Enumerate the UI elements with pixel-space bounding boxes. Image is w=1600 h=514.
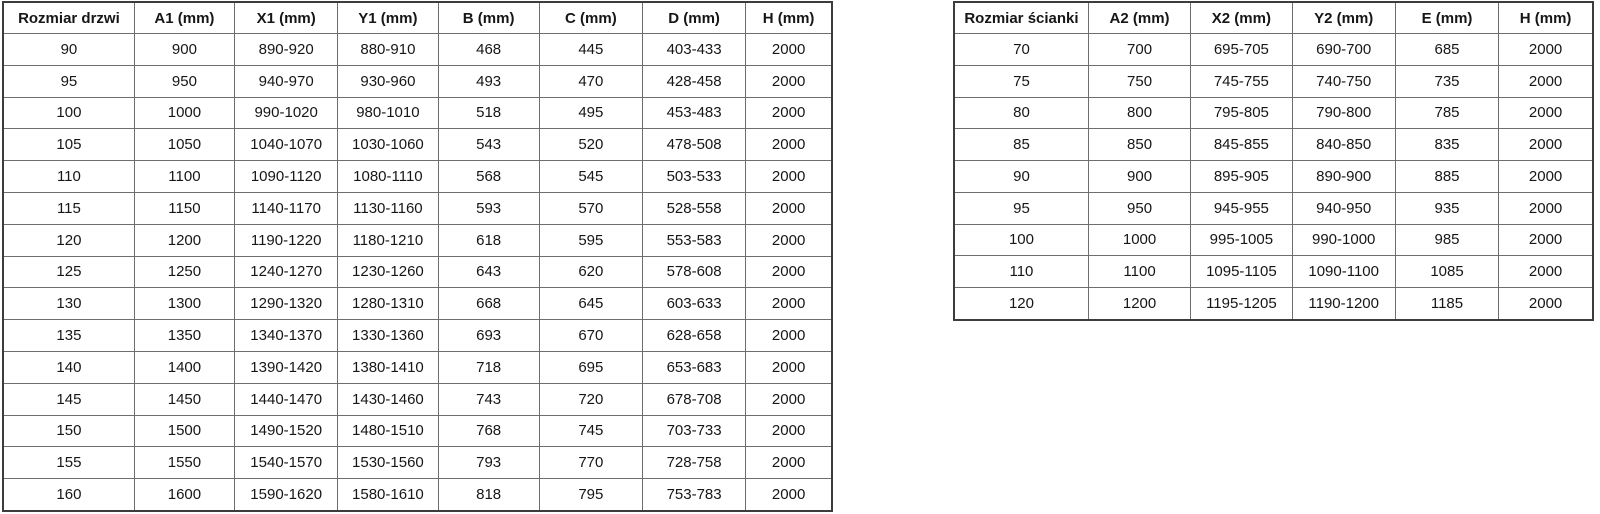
table-cell: 668 bbox=[438, 288, 539, 320]
table-row bbox=[3, 383, 832, 415]
table-cell: 553-583 bbox=[642, 224, 745, 256]
table-cell: 845-855 bbox=[1191, 129, 1292, 161]
table-cell: 1400 bbox=[134, 351, 234, 383]
table-cell: 990-1020 bbox=[235, 97, 338, 129]
table-cell: 793 bbox=[438, 447, 539, 479]
table-cell: 945-955 bbox=[1191, 192, 1292, 224]
table-cell: 1240-1270 bbox=[235, 256, 338, 288]
table-row bbox=[3, 34, 832, 66]
header-row bbox=[3, 2, 832, 34]
table-cell: 1290-1320 bbox=[235, 288, 338, 320]
table-cell: 145 bbox=[3, 383, 134, 415]
table-cell: 740-750 bbox=[1292, 65, 1395, 97]
column-header: X1 (mm) bbox=[235, 2, 338, 34]
table-row bbox=[3, 479, 832, 511]
column-header: H (mm) bbox=[746, 2, 832, 34]
table-cell: 85 bbox=[954, 129, 1088, 161]
table-cell: 100 bbox=[3, 97, 134, 129]
table-cell: 70 bbox=[954, 34, 1088, 66]
table-cell: 100 bbox=[954, 224, 1088, 256]
table-row bbox=[954, 65, 1593, 97]
table-cell: 1140-1170 bbox=[235, 192, 338, 224]
table-cell: 470 bbox=[539, 65, 642, 97]
table-row bbox=[3, 224, 832, 256]
table-cell: 940-970 bbox=[235, 65, 338, 97]
table-cell: 115 bbox=[3, 192, 134, 224]
table-cell: 743 bbox=[438, 383, 539, 415]
header-row bbox=[954, 2, 1593, 34]
table-cell: 2000 bbox=[746, 65, 832, 97]
table-cell: 653-683 bbox=[642, 351, 745, 383]
table-cell: 980-1010 bbox=[338, 97, 438, 129]
table-cell: 818 bbox=[438, 479, 539, 511]
table-cell: 950 bbox=[134, 65, 234, 97]
table-cell: 1080-1110 bbox=[338, 161, 438, 193]
column-header: A1 (mm) bbox=[134, 2, 234, 34]
table-cell: 1190-1220 bbox=[235, 224, 338, 256]
table-cell: 1230-1260 bbox=[338, 256, 438, 288]
table-cell: 2000 bbox=[1499, 97, 1593, 129]
table-cell: 2000 bbox=[746, 97, 832, 129]
table-cell: 1000 bbox=[134, 97, 234, 129]
table-cell: 110 bbox=[954, 256, 1088, 288]
table-cell: 110 bbox=[3, 161, 134, 193]
table-cell: 1085 bbox=[1395, 256, 1498, 288]
table-cell: 125 bbox=[3, 256, 134, 288]
table-cell: 1040-1070 bbox=[235, 129, 338, 161]
table-cell: 2000 bbox=[746, 161, 832, 193]
table-row bbox=[954, 288, 1593, 320]
table-row bbox=[3, 97, 832, 129]
table-cell: 695-705 bbox=[1191, 34, 1292, 66]
table-cell: 520 bbox=[539, 129, 642, 161]
table-cell: 1350 bbox=[134, 320, 234, 352]
wall-panel-sizes-table bbox=[953, 1, 1594, 321]
table-cell: 1530-1560 bbox=[338, 447, 438, 479]
table-cell: 1390-1420 bbox=[235, 351, 338, 383]
table-cell: 2000 bbox=[1499, 65, 1593, 97]
table-cell: 703-733 bbox=[642, 415, 745, 447]
table-cell: 95 bbox=[3, 65, 134, 97]
table-cell: 890-900 bbox=[1292, 161, 1395, 193]
table-cell: 1150 bbox=[134, 192, 234, 224]
table-cell: 1490-1520 bbox=[235, 415, 338, 447]
table-cell: 885 bbox=[1395, 161, 1498, 193]
table-cell: 120 bbox=[3, 224, 134, 256]
table-cell: 120 bbox=[954, 288, 1088, 320]
table-row bbox=[954, 97, 1593, 129]
table-cell: 1600 bbox=[134, 479, 234, 511]
table-cell: 1250 bbox=[134, 256, 234, 288]
table-cell: 1380-1410 bbox=[338, 351, 438, 383]
table-cell: 2000 bbox=[1499, 34, 1593, 66]
table-cell: 880-910 bbox=[338, 34, 438, 66]
table-cell: 745 bbox=[539, 415, 642, 447]
table-row bbox=[954, 34, 1593, 66]
table-cell: 1050 bbox=[134, 129, 234, 161]
table-cell: 2000 bbox=[746, 192, 832, 224]
table-cell: 80 bbox=[954, 97, 1088, 129]
table-cell: 2000 bbox=[746, 415, 832, 447]
table-cell: 445 bbox=[539, 34, 642, 66]
table-cell: 1090-1120 bbox=[235, 161, 338, 193]
table-cell: 453-483 bbox=[642, 97, 745, 129]
table-cell: 690-700 bbox=[1292, 34, 1395, 66]
table-cell: 2000 bbox=[1499, 192, 1593, 224]
table-cell: 628-658 bbox=[642, 320, 745, 352]
table-row bbox=[3, 447, 832, 479]
table-cell: 840-850 bbox=[1292, 129, 1395, 161]
table-cell: 785 bbox=[1395, 97, 1498, 129]
table-cell: 603-633 bbox=[642, 288, 745, 320]
table-cell: 90 bbox=[954, 161, 1088, 193]
table-cell: 1430-1460 bbox=[338, 383, 438, 415]
table-cell: 140 bbox=[3, 351, 134, 383]
table-cell: 795 bbox=[539, 479, 642, 511]
table-cell: 105 bbox=[3, 129, 134, 161]
table-cell: 643 bbox=[438, 256, 539, 288]
column-header: C (mm) bbox=[539, 2, 642, 34]
column-header: Rozmiar drzwi bbox=[3, 2, 134, 34]
table-cell: 578-608 bbox=[642, 256, 745, 288]
table-row bbox=[954, 129, 1593, 161]
table-cell: 2000 bbox=[1499, 288, 1593, 320]
table-cell: 90 bbox=[3, 34, 134, 66]
table-cell: 800 bbox=[1088, 97, 1190, 129]
table-cell: 900 bbox=[1088, 161, 1190, 193]
table-row bbox=[3, 256, 832, 288]
table-cell: 1180-1210 bbox=[338, 224, 438, 256]
table-cell: 1500 bbox=[134, 415, 234, 447]
table-row bbox=[3, 192, 832, 224]
table-cell: 1185 bbox=[1395, 288, 1498, 320]
table-cell: 618 bbox=[438, 224, 539, 256]
table-cell: 2000 bbox=[746, 447, 832, 479]
table-cell: 403-433 bbox=[642, 34, 745, 66]
table-cell: 670 bbox=[539, 320, 642, 352]
table-row bbox=[3, 320, 832, 352]
column-header: Y1 (mm) bbox=[338, 2, 438, 34]
table-cell: 135 bbox=[3, 320, 134, 352]
table-cell: 850 bbox=[1088, 129, 1190, 161]
column-header: H (mm) bbox=[1499, 2, 1593, 34]
table-cell: 835 bbox=[1395, 129, 1498, 161]
table-cell: 1030-1060 bbox=[338, 129, 438, 161]
table-cell: 495 bbox=[539, 97, 642, 129]
table-cell: 750 bbox=[1088, 65, 1190, 97]
table-cell: 745-755 bbox=[1191, 65, 1292, 97]
table-cell: 1300 bbox=[134, 288, 234, 320]
table-cell: 2000 bbox=[1499, 161, 1593, 193]
column-header: A2 (mm) bbox=[1088, 2, 1190, 34]
table-cell: 2000 bbox=[746, 383, 832, 415]
table-row bbox=[954, 224, 1593, 256]
table-cell: 543 bbox=[438, 129, 539, 161]
table-cell: 2000 bbox=[746, 479, 832, 511]
table-cell: 428-458 bbox=[642, 65, 745, 97]
table-cell: 95 bbox=[954, 192, 1088, 224]
column-header: E (mm) bbox=[1395, 2, 1498, 34]
table-cell: 1480-1510 bbox=[338, 415, 438, 447]
table-row bbox=[954, 161, 1593, 193]
table-cell: 1580-1610 bbox=[338, 479, 438, 511]
table-row bbox=[954, 256, 1593, 288]
table-cell: 790-800 bbox=[1292, 97, 1395, 129]
table-cell: 1190-1200 bbox=[1292, 288, 1395, 320]
table-cell: 685 bbox=[1395, 34, 1498, 66]
column-header: B (mm) bbox=[438, 2, 539, 34]
column-header: D (mm) bbox=[642, 2, 745, 34]
table-cell: 2000 bbox=[746, 129, 832, 161]
table-cell: 795-805 bbox=[1191, 97, 1292, 129]
table-row bbox=[3, 161, 832, 193]
table-cell: 2000 bbox=[1499, 129, 1593, 161]
table-cell: 155 bbox=[3, 447, 134, 479]
column-header: Y2 (mm) bbox=[1292, 2, 1395, 34]
column-header: Rozmiar ścianki bbox=[954, 2, 1088, 34]
table-cell: 728-758 bbox=[642, 447, 745, 479]
table-cell: 1195-1205 bbox=[1191, 288, 1292, 320]
table-cell: 2000 bbox=[746, 34, 832, 66]
table-cell: 2000 bbox=[746, 320, 832, 352]
table-cell: 645 bbox=[539, 288, 642, 320]
table-cell: 1100 bbox=[134, 161, 234, 193]
table-row bbox=[3, 415, 832, 447]
table-cell: 1590-1620 bbox=[235, 479, 338, 511]
table-cell: 2000 bbox=[746, 256, 832, 288]
column-header: X2 (mm) bbox=[1191, 2, 1292, 34]
table-cell: 595 bbox=[539, 224, 642, 256]
table-cell: 2000 bbox=[1499, 256, 1593, 288]
table-cell: 693 bbox=[438, 320, 539, 352]
table-row bbox=[3, 65, 832, 97]
table-cell: 678-708 bbox=[642, 383, 745, 415]
table-cell: 1200 bbox=[134, 224, 234, 256]
table-cell: 130 bbox=[3, 288, 134, 320]
table-cell: 1330-1360 bbox=[338, 320, 438, 352]
table-cell: 2000 bbox=[746, 288, 832, 320]
table-cell: 545 bbox=[539, 161, 642, 193]
table-cell: 990-1000 bbox=[1292, 224, 1395, 256]
table-cell: 695 bbox=[539, 351, 642, 383]
table-cell: 620 bbox=[539, 256, 642, 288]
table-cell: 468 bbox=[438, 34, 539, 66]
table-cell: 1000 bbox=[1088, 224, 1190, 256]
table-cell: 1200 bbox=[1088, 288, 1190, 320]
table-cell: 528-558 bbox=[642, 192, 745, 224]
table-cell: 1540-1570 bbox=[235, 447, 338, 479]
table-cell: 518 bbox=[438, 97, 539, 129]
table-row bbox=[3, 288, 832, 320]
table-cell: 568 bbox=[438, 161, 539, 193]
table-cell: 503-533 bbox=[642, 161, 745, 193]
table-cell: 570 bbox=[539, 192, 642, 224]
table-cell: 718 bbox=[438, 351, 539, 383]
table-cell: 1280-1310 bbox=[338, 288, 438, 320]
table-cell: 2000 bbox=[746, 224, 832, 256]
table-cell: 1550 bbox=[134, 447, 234, 479]
table-cell: 935 bbox=[1395, 192, 1498, 224]
table-row bbox=[3, 351, 832, 383]
table-cell: 2000 bbox=[1499, 224, 1593, 256]
table-cell: 493 bbox=[438, 65, 539, 97]
table-cell: 900 bbox=[134, 34, 234, 66]
table-cell: 930-960 bbox=[338, 65, 438, 97]
table-cell: 160 bbox=[3, 479, 134, 511]
table-cell: 2000 bbox=[746, 351, 832, 383]
table-row bbox=[954, 192, 1593, 224]
table-cell: 150 bbox=[3, 415, 134, 447]
table-cell: 890-920 bbox=[235, 34, 338, 66]
table-cell: 1130-1160 bbox=[338, 192, 438, 224]
table-cell: 1440-1470 bbox=[235, 383, 338, 415]
table-cell: 753-783 bbox=[642, 479, 745, 511]
table-cell: 1100 bbox=[1088, 256, 1190, 288]
table-cell: 700 bbox=[1088, 34, 1190, 66]
door-sizes-table bbox=[2, 1, 833, 512]
table-cell: 735 bbox=[1395, 65, 1498, 97]
table-cell: 770 bbox=[539, 447, 642, 479]
table-row bbox=[3, 129, 832, 161]
table-cell: 1095-1105 bbox=[1191, 256, 1292, 288]
table-cell: 985 bbox=[1395, 224, 1498, 256]
table-cell: 1450 bbox=[134, 383, 234, 415]
table-cell: 950 bbox=[1088, 192, 1190, 224]
table-cell: 940-950 bbox=[1292, 192, 1395, 224]
table-cell: 75 bbox=[954, 65, 1088, 97]
table-cell: 895-905 bbox=[1191, 161, 1292, 193]
table-cell: 768 bbox=[438, 415, 539, 447]
table-cell: 478-508 bbox=[642, 129, 745, 161]
table-cell: 1090-1100 bbox=[1292, 256, 1395, 288]
table-cell: 720 bbox=[539, 383, 642, 415]
table-cell: 995-1005 bbox=[1191, 224, 1292, 256]
table-cell: 1340-1370 bbox=[235, 320, 338, 352]
table-cell: 593 bbox=[438, 192, 539, 224]
